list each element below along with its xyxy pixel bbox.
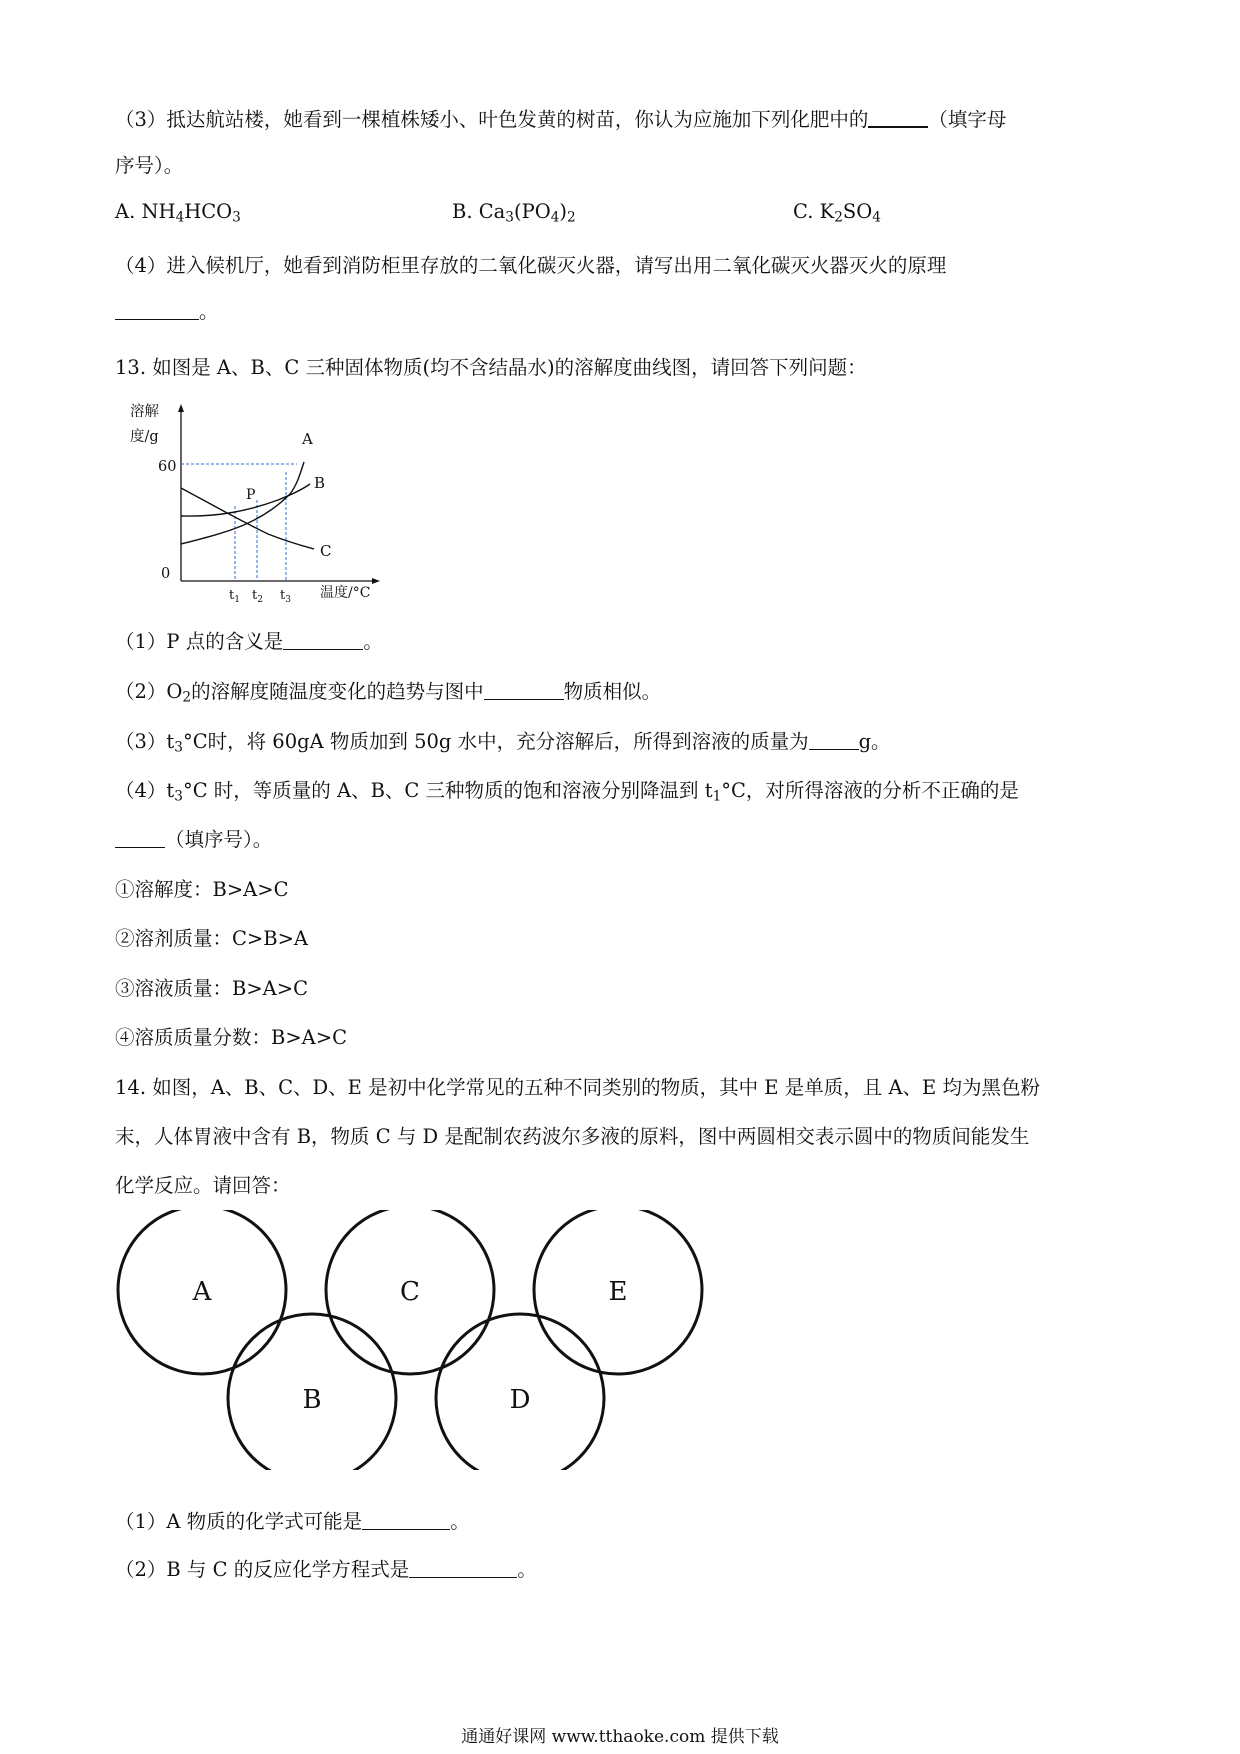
y-axis-arrow — [178, 404, 184, 412]
solubility-chart — [118, 398, 398, 603]
answer-blank[interactable] — [283, 629, 363, 650]
option-c[interactable]: C. $K_2SO_4$ — [793, 200, 881, 226]
y-tick-60: 60 — [158, 459, 177, 475]
q13-choice-1: ①溶解度：B>A>C — [115, 878, 289, 901]
q14-stem-line3: 化学反应。请回答： — [115, 1174, 291, 1197]
q12-part3-line2: 序号）。 — [115, 154, 184, 177]
circle-label-a: A — [192, 1277, 212, 1307]
x-tick-t2: $t_2$ — [252, 588, 263, 603]
circle-label-b: B — [302, 1385, 322, 1415]
q14-part1: （1）A 物质的化学式可能是 。 — [115, 1510, 470, 1533]
q12-part4-line1: （4）进入候机厅，她看到消防柜里存放的二氧化碳灭火器，请写出用二氧化碳灭火器灭火的原理 — [115, 254, 947, 277]
y-axis-label-line2: 度/g — [130, 429, 159, 445]
q13-stem: 13. 如图是 A、B、C 三种固体物质(均不含结晶水)的溶解度曲线图，请回答下列问题： — [115, 356, 867, 379]
q13-part2: $(2)O_2$的溶解度随温度变化的趋势与图中 物质相似。 — [115, 680, 662, 706]
x-tick-t3: $t_3$ — [280, 588, 291, 603]
answer-blank[interactable] — [362, 1509, 450, 1530]
q14-part2: （2）B 与 C 的反应化学方程式是 。 — [115, 1558, 537, 1581]
olympic-circles-diagram — [100, 1210, 720, 1470]
page-footer: 通通好课网 www.tthaoke.com 提供下载 — [461, 1727, 779, 1747]
x-axis-arrow — [372, 578, 380, 584]
answer-blank[interactable] — [484, 679, 564, 700]
circle-label-d: D — [509, 1385, 531, 1415]
curve-label-b: B — [314, 474, 326, 492]
q13-choice-4: ④溶质质量分数：B>A>C — [115, 1026, 348, 1049]
answer-blank[interactable] — [809, 729, 859, 750]
q13-part3: $(3)t_3^\circ C$时，将 60gA 物质加到 50g 水中，充分溶解后，所得到溶液的质量为 g。 — [115, 730, 891, 756]
answer-blank[interactable] — [868, 106, 928, 128]
origin-label: 0 — [161, 566, 171, 582]
option-a[interactable]: A. $NH_4HCO_3$ — [115, 200, 241, 226]
q13-part4-line1: $(4)t_3^\circ C$ 时，等质量的 A、B、C 三种物质的饱和溶液分别降温到 $t_1^\circ C$，对所得溶液的分析不正确的是 — [115, 779, 1019, 805]
curve-label-a: A — [302, 430, 313, 448]
q14-stem-line2: 末，人体胃液中含有 B，物质 C 与 D 是配制农药波尔多液的原料，图中两圆相交表示圆中的物质间能发生 — [115, 1125, 1030, 1148]
point-label-p: P — [246, 487, 256, 503]
circle-label-e: E — [608, 1277, 628, 1307]
answer-blank[interactable] — [115, 827, 165, 848]
q13-part1: （1）P 点的含义是 。 — [115, 630, 383, 653]
q13-choice-2: ②溶剂质量：C>B>A — [115, 927, 309, 950]
x-axis-label: 温度/°C — [320, 585, 371, 601]
curve-label-c: C — [320, 542, 332, 560]
answer-blank[interactable] — [409, 1557, 517, 1578]
q12-part3-line1: （3）抵达航站楼，她看到一棵植株矮小、叶色发黄的树苗，你认为应施加下列化肥中的 （填字母 — [115, 108, 1007, 131]
q12-part4-line2: 。 — [115, 298, 219, 326]
q13-choice-3: ③溶液质量：B>A>C — [115, 977, 309, 1000]
option-b[interactable]: B. $Ca_3(PO_4)_2$ — [452, 200, 576, 226]
q13-part4-line2: （填序号）。 — [115, 826, 272, 854]
circle-label-c: C — [400, 1277, 420, 1307]
q14-stem-line1: 14. 如图，A、B、C、D、E 是初中化学常见的五种不同类别的物质，其中 E 是单质，且 A、E 均为黑色粉 — [115, 1076, 1040, 1099]
x-tick-t1: $t_1$ — [229, 588, 240, 603]
answer-blank[interactable] — [115, 299, 199, 320]
y-axis-label-line1: 溶解 — [130, 404, 159, 420]
